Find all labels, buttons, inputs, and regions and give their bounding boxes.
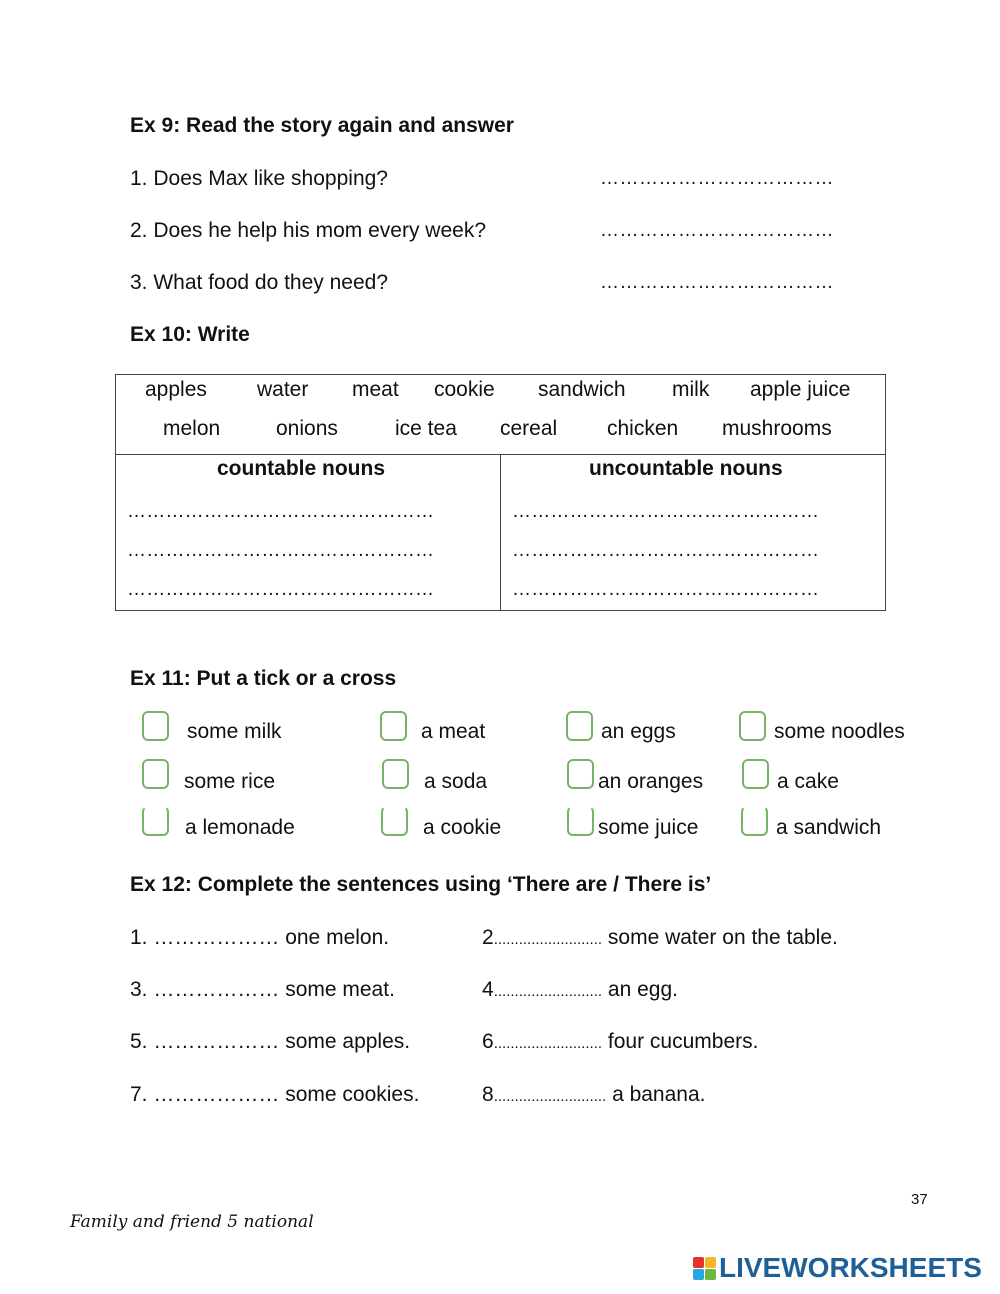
logo-mark-icon [693,1257,716,1280]
sentence-blank[interactable]: ........................... [493,1088,607,1105]
sentence-rest: some cookies. [285,1083,420,1106]
sentence-blank[interactable]: .......................... [493,1035,603,1052]
ex11-heading: Ex 11: Put a tick or a cross [130,667,397,690]
word-bank-word: apple juice [750,378,851,401]
tick-option-label: a cookie [423,816,502,839]
sentence-blank[interactable]: ……………… [153,1083,280,1106]
table-divider-vertical [500,454,501,610]
uncountable-nouns-header: uncountable nouns [589,457,783,480]
tick-checkbox[interactable] [742,759,769,789]
logo-tile [693,1269,704,1280]
ex9-question-3: 3. What food do they need? [130,271,389,294]
sentence-blank[interactable]: ……………… [153,978,280,1001]
logo-tile [693,1257,704,1268]
liveworksheets-logo [693,1253,982,1283]
tick-checkbox[interactable] [381,806,408,836]
word-bank-word: melon [163,417,221,440]
sentence-rest: some meat. [285,978,395,1001]
sentence-blank[interactable]: .......................... [493,931,603,948]
sentence-number: 8 [482,1083,494,1106]
tick-option-label: some rice [184,770,276,793]
sentence-rest: a banana. [612,1083,706,1106]
tick-option-label: some noodles [774,720,905,743]
tick-option-label: some juice [598,816,699,839]
sentence-rest: four cucumbers. [607,1030,759,1053]
sentence-number: 2 [482,926,494,949]
ex9-answer-blank-1[interactable]: ……………………………… [600,168,834,189]
sentence-number: 6 [482,1030,494,1053]
tick-checkbox[interactable] [739,711,766,741]
word-bank-table [115,374,886,611]
word-bank-word: cookie [434,378,495,401]
countable-blank-line[interactable]: ………………………………………… [127,540,435,561]
ex9-question-2: 2. Does he help his mom every week? [130,219,487,242]
logo-tile [705,1257,716,1268]
word-bank-word: milk [672,378,710,401]
countable-blank-line[interactable]: ………………………………………… [127,501,435,522]
ex12-sentence-5 [130,1030,410,1054]
sentence-rest: some apples. [285,1030,411,1053]
tick-checkbox[interactable] [567,806,594,836]
ex12-sentence-3 [130,978,395,1002]
ex12-sentence-6 [482,1030,758,1054]
ex12-sentence-4 [482,978,678,1002]
sentence-number: 5. [130,1030,148,1053]
ex9-answer-blank-2[interactable]: ……………………………… [600,220,834,241]
sentence-blank[interactable]: ……………… [153,926,280,949]
uncountable-blank-line[interactable]: ………………………………………… [512,501,820,522]
uncountable-blank-line[interactable]: ………………………………………… [512,579,820,600]
tick-option-label: some milk [187,720,282,743]
brand-name: LIVEWORKSHEETS [719,1252,982,1283]
sentence-number: 3. [130,978,148,1001]
countable-nouns-header: countable nouns [217,457,385,480]
word-bank-word: cereal [500,417,558,440]
ex10-heading: Ex 10: Write [130,323,250,346]
sentence-number: 1. [130,926,148,949]
book-title: Family and friend 5 national [70,1212,314,1232]
word-bank-word: water [257,378,309,401]
sentence-rest: an egg. [607,978,678,1001]
tick-checkbox[interactable] [741,806,768,836]
logo-tile [705,1269,716,1280]
word-bank-word: onions [276,417,338,440]
word-bank-word: meat [352,378,399,401]
ex12-sentence-8 [482,1083,706,1107]
ex9-heading: Ex 9: Read the story again and answer [130,114,514,137]
tick-option-label: a sandwich [776,816,882,839]
word-bank-word: mushrooms [722,417,832,440]
sentence-rest: one melon. [285,926,390,949]
uncountable-blank-line[interactable]: ………………………………………… [512,540,820,561]
ex9-question-1: 1. Does Max like shopping? [130,167,388,190]
tick-option-label: an eggs [601,720,676,743]
sentence-blank[interactable]: .......................... [493,983,603,1000]
sentence-number: 7. [130,1083,148,1106]
word-bank-word: chicken [607,417,679,440]
tick-checkbox[interactable] [380,711,407,741]
ex12-sentence-1 [130,926,389,950]
tick-checkbox[interactable] [382,759,409,789]
ex12-sentence-2 [482,926,838,950]
tick-option-label: an oranges [598,770,704,793]
tick-option-label: a cake [777,770,839,793]
ex12-sentence-7 [130,1083,419,1107]
tick-checkbox[interactable] [142,806,169,836]
tick-option-label: a lemonade [185,816,295,839]
word-bank-word: ice tea [395,417,457,440]
page-number: 37 [911,1191,928,1208]
tick-checkbox[interactable] [142,759,169,789]
word-bank-word: apples [145,378,207,401]
tick-checkbox[interactable] [566,711,593,741]
tick-option-label: a soda [424,770,488,793]
countable-blank-line[interactable]: ………………………………………… [127,579,435,600]
sentence-blank[interactable]: ……………… [153,1030,280,1053]
sentence-rest: some water on the table. [607,926,838,949]
tick-checkbox[interactable] [567,759,594,789]
sentence-number: 4 [482,978,494,1001]
tick-option-label: a meat [421,720,486,743]
word-bank-word: sandwich [538,378,626,401]
ex12-heading: Ex 12: Complete the sentences using ‘There are / There is’ [130,873,712,896]
ex9-answer-blank-3[interactable]: ……………………………… [600,272,834,293]
tick-checkbox[interactable] [142,711,169,741]
